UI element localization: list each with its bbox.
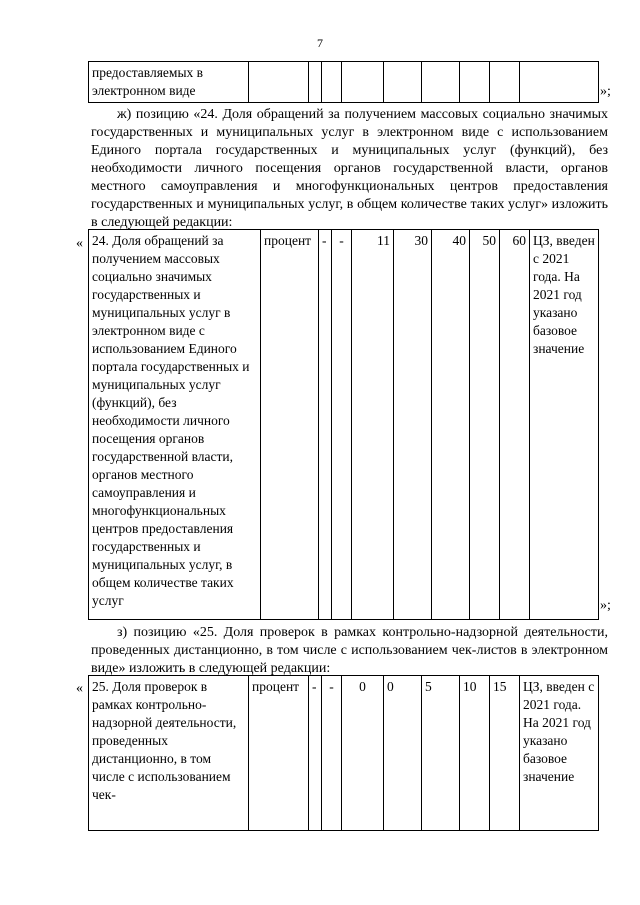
value-cell: - [319, 230, 332, 620]
indicator-name: 25. Доля проверок в рамках контрольно-надзорной деятельности, проведенных дистанционно, в том числе с использованием чек- [89, 676, 249, 831]
table-cell [460, 62, 490, 103]
paragraph-text: з) позицию «25. Доля проверок в рамках контрольно-надзорной деятельности, проведенных дистанционно, в том числе с использованием чек-листов в электронном виде» изложить в следующей редакции: [91, 625, 608, 676]
table-cell [490, 62, 520, 103]
closing-quote: »; [600, 598, 611, 613]
unit-cell: процент [249, 676, 309, 831]
table-cell [309, 62, 322, 103]
value-cell: - [332, 230, 352, 620]
value-cell: 0 [342, 676, 384, 831]
paragraph-text: ж) позицию «24. Доля обращений за получением массовых социально значимых государственных и муниципальных услуг в электронном виде с использованием Единого портала государственных и муниципальных услуг (функций), без необходимости личного посещения органов государственной власти, органов местного самоуправления и многофункциональных центров предоставления государственных и муниципальных услуг, в общем количестве таких услуг» изложить в следующей редакции: [91, 107, 608, 230]
value-cell: - [309, 676, 322, 831]
top-name-cell: предоставляемых в электронном виде [89, 62, 249, 103]
note-cell: ЦЗ, введен с 2021 года. На 2021 год указано базовое значение [530, 230, 599, 620]
table-cell [342, 62, 384, 103]
table-cell [249, 62, 309, 103]
value-cell: 40 [432, 230, 470, 620]
unit-cell: процент [261, 230, 319, 620]
table-cell [384, 62, 422, 103]
value-cell: 50 [470, 230, 500, 620]
closing-quote: »; [600, 84, 611, 99]
value-cell: 15 [490, 676, 520, 831]
row-25-table [88, 675, 599, 831]
value-cell: 11 [352, 230, 394, 620]
table-cell [422, 62, 460, 103]
value-cell: 60 [500, 230, 530, 620]
value-cell: 30 [394, 230, 432, 620]
page-number: 7 [317, 36, 323, 50]
indicator-name: 24. Доля обращений за получением массовых социально значимых государственных и муниципальных услуг в электронном виде с использованием Единого портала государственных и муниципальных услуг (функций), без необходимости личного посещения органов государственной власти, органов местного самоуправления и многофункциональных центров предоставления государственных и муниципальных услуг, в общем количестве таких услуг [89, 230, 261, 620]
value-cell: 0 [384, 676, 422, 831]
table-cell [520, 62, 599, 103]
row-24-table [88, 229, 599, 620]
top-table-fragment [88, 61, 599, 103]
table-cell [322, 62, 342, 103]
value-cell: 5 [422, 676, 460, 831]
opening-quote: « [76, 681, 83, 696]
paragraph-position-25 [91, 624, 608, 678]
note-cell: ЦЗ, введен с 2021 года. На 2021 год указано базовое значение [520, 676, 599, 831]
opening-quote: « [76, 236, 83, 251]
value-cell: - [322, 676, 342, 831]
value-cell: 10 [460, 676, 490, 831]
paragraph-position-24 [91, 106, 608, 232]
